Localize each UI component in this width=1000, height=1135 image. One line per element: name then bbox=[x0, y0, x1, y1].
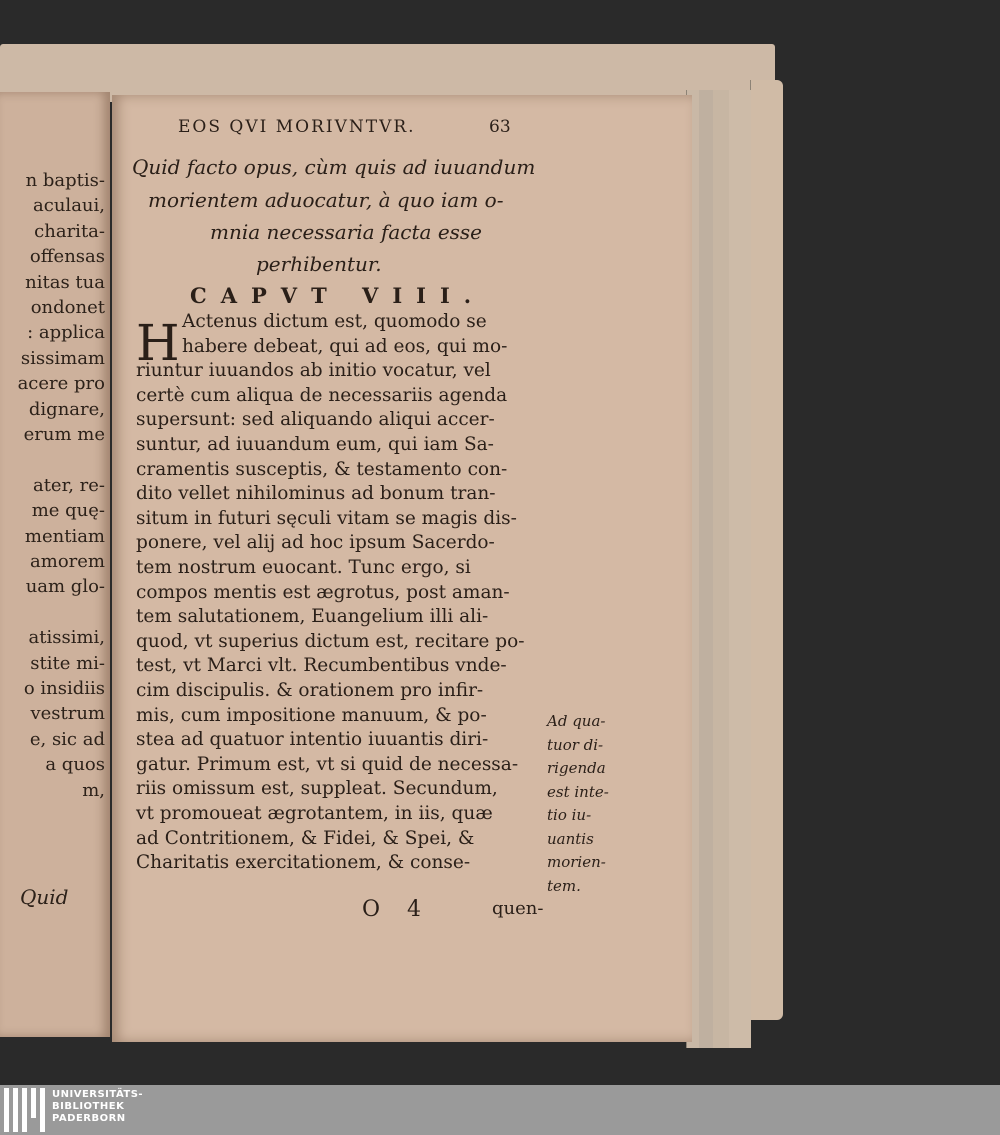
left-page-line: me quę- bbox=[31, 500, 105, 522]
body-line: cramentis susceptis, & testamento con- bbox=[136, 458, 508, 480]
left-page-line: : applica bbox=[27, 322, 105, 344]
fore-edge bbox=[712, 90, 729, 1048]
drop-cap: H bbox=[136, 314, 180, 372]
chapter-title-line: morientem aduocatur, à quo iam o- bbox=[148, 188, 504, 212]
body-line: riis omissum est, suppleat. Secundum, bbox=[136, 778, 498, 800]
body-line: dito vellet nihilominus ad bonum tran- bbox=[136, 483, 496, 505]
body-line: riuntur iuuandos ab initio vocatur, vel bbox=[136, 360, 491, 382]
body-line: Charitatis exercitationem, & conse- bbox=[136, 852, 471, 874]
left-page-line: acere pro bbox=[17, 373, 105, 395]
running-head: EOS QVI MORIVNTVR. bbox=[178, 117, 416, 137]
left-page-line: stite mi- bbox=[30, 652, 105, 674]
library-name-line: UNIVERSITÄTS- bbox=[52, 1089, 144, 1100]
body-line: vt promoueat ægrotantem, in iis, quæ bbox=[136, 803, 493, 824]
body-line: compos mentis est ægrotus, post aman- bbox=[136, 581, 510, 603]
signature-mark: O 4 bbox=[362, 897, 432, 922]
marginal-note-line: rigenda bbox=[547, 759, 606, 777]
marginal-note-line: Ad qua- bbox=[547, 712, 606, 730]
footer-bar bbox=[0, 1085, 1000, 1135]
left-page-line: n baptis- bbox=[25, 170, 105, 191]
page-number: 63 bbox=[489, 117, 511, 137]
library-name-line: BIBLIOTHEK bbox=[52, 1101, 125, 1112]
left-page-catchword: Quid bbox=[20, 885, 69, 909]
marginal-note-line: tio iu- bbox=[547, 806, 592, 824]
left-page-line: m, bbox=[82, 779, 105, 801]
left-page-line: e, sic ad bbox=[29, 728, 105, 750]
left-page-line: aculaui, bbox=[33, 195, 105, 217]
marginal-note-line: est inte- bbox=[547, 782, 609, 801]
body-line: certè cum aliqua de necessariis agenda bbox=[136, 384, 508, 406]
body-line: supersunt: sed aliquando aliqui accer- bbox=[136, 409, 495, 431]
body-line: ad Contritionem, & Fidei, & Spei, & bbox=[136, 827, 475, 849]
left-page-line: nitas tua bbox=[25, 271, 105, 293]
chapter-heading: CAPVT VIII. bbox=[190, 283, 486, 308]
left-page-line: ondonet bbox=[30, 297, 105, 318]
body-line: cim discipulis. & orationem pro infir- bbox=[136, 680, 484, 701]
left-page-line: offensas bbox=[29, 246, 105, 268]
marginal-note-line: tem. bbox=[547, 876, 581, 895]
fore-edge bbox=[698, 90, 713, 1048]
chapter-title-line: Quid facto opus, cùm quis ad iuuandum bbox=[132, 155, 536, 179]
left-page-line: vestrum bbox=[30, 703, 105, 725]
library-name bbox=[52, 1089, 143, 1125]
left-page-line: o insidiis bbox=[23, 678, 105, 699]
book-top-edge bbox=[0, 44, 775, 102]
marginal-note-line: tuor di- bbox=[547, 735, 604, 754]
fore-edge bbox=[728, 90, 751, 1048]
body-line: habere debeat, qui ad eos, qui mo- bbox=[182, 335, 508, 357]
left-page-line: uam glo- bbox=[25, 576, 105, 598]
body-line: mis, cum impositione manuum, & po- bbox=[136, 704, 487, 726]
library-name-line: PADERBORN bbox=[52, 1113, 126, 1124]
body-line: quod, vt superius dictum est, recitare po- bbox=[136, 630, 525, 652]
left-page-line: sissimam bbox=[20, 347, 105, 369]
body-line: tem nostrum euocant. Tunc ergo, si bbox=[136, 557, 471, 578]
body-line: ponere, vel alij ad hoc ipsum Sacerdo- bbox=[136, 532, 495, 554]
fore-edge bbox=[750, 80, 783, 1020]
left-page-line: atissimi, bbox=[28, 627, 105, 649]
marginal-note-line: morien- bbox=[547, 853, 606, 871]
marginal-note-line: uantis bbox=[547, 829, 594, 848]
left-page-line: amorem bbox=[30, 551, 105, 572]
body-line: test, vt Marci vlt. Recumbentibus vnde- bbox=[136, 655, 507, 677]
left-page-line: ater, re- bbox=[32, 474, 105, 496]
chapter-title-line: mnia necessaria facta esse bbox=[210, 220, 483, 244]
chapter-title-line: perhibentur. bbox=[256, 252, 382, 276]
body-line: suntur, ad iuuandum eum, qui iam Sa- bbox=[136, 434, 494, 455]
body-line: gatur. Primum est, vt si quid de necessa- bbox=[136, 753, 519, 775]
left-page-line: dignare, bbox=[28, 398, 105, 420]
body-line: Actenus dictum est, quomodo se bbox=[182, 311, 487, 332]
left-page-line: erum me bbox=[23, 424, 105, 445]
left-page-line: a quos bbox=[45, 754, 105, 776]
left-page-line: mentiam bbox=[24, 525, 105, 547]
catchword: quen- bbox=[492, 898, 544, 919]
body-line: stea ad quatuor intentio iuuantis diri- bbox=[136, 729, 489, 751]
library-logo-icon bbox=[4, 1088, 46, 1132]
body-line: situm in futuri sęculi vitam se magis dis- bbox=[136, 507, 517, 529]
left-page-line: charita- bbox=[34, 220, 105, 242]
body-line: tem salutationem, Euangelium illi ali- bbox=[136, 606, 489, 628]
